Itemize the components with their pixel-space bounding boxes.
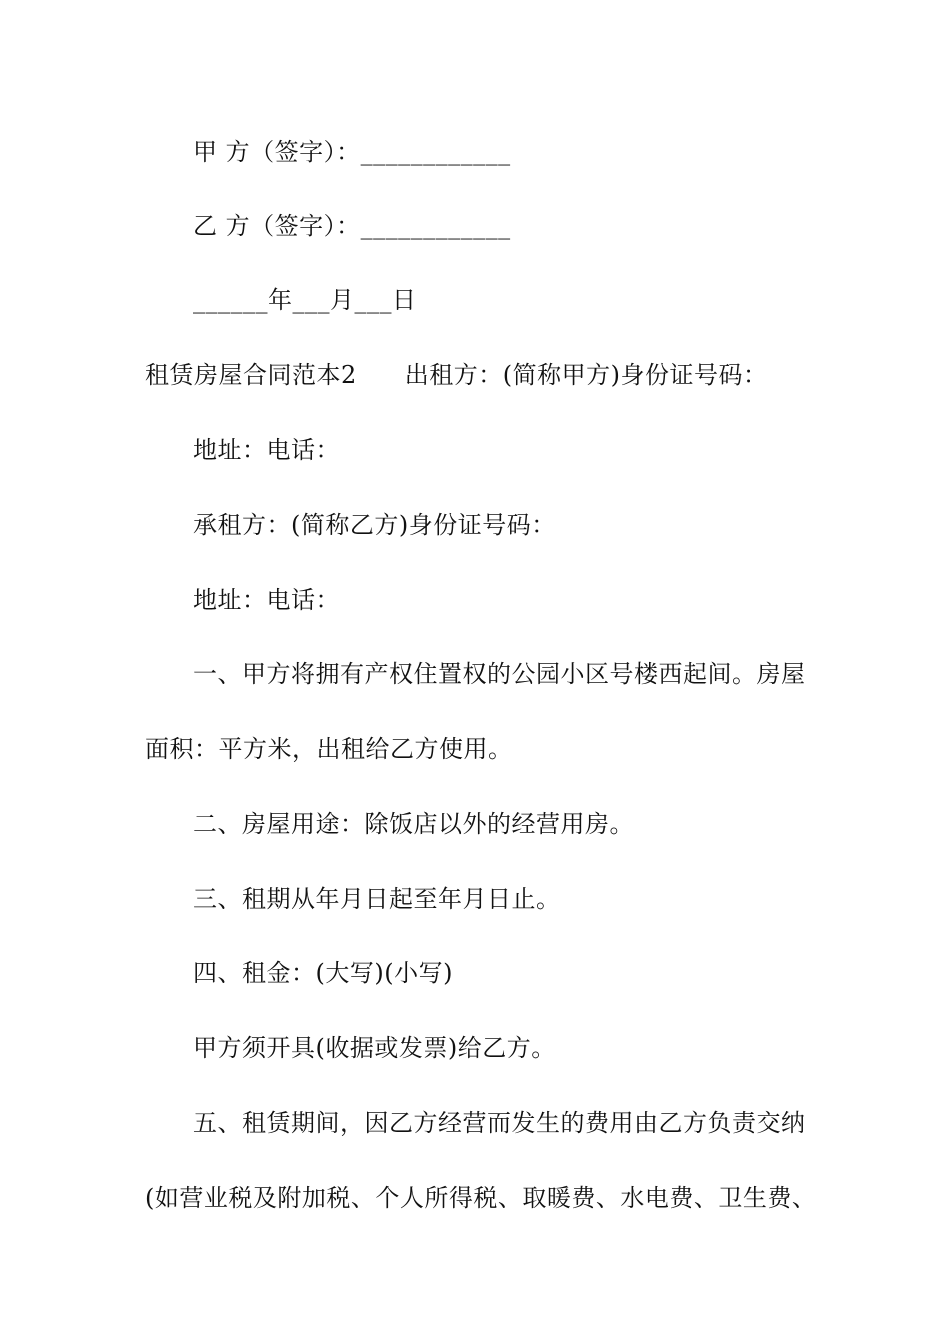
lessor-line: 出租方：(简称甲方)身份证号码：	[404, 361, 768, 389]
clause-5-line-1: 五、租赁期间，因乙方经营而发生的费用由乙方负责交纳	[193, 1109, 806, 1137]
lessee-address-line: 地址：电话：	[193, 586, 340, 614]
contract-title: 租赁房屋合同范本2	[145, 361, 357, 389]
lessee-line: 承租方：(简称乙方)身份证号码：	[193, 511, 556, 539]
party-b-signature-line: 乙 方（签字）：____________	[193, 212, 511, 240]
clause-4: 四、租金：(大写)(小写)	[193, 959, 453, 987]
clause-1-line-1: 一、甲方将拥有产权住置权的公园小区号楼西起间。房屋	[193, 660, 806, 688]
party-a-signature-line: 甲 方（签字）：____________	[193, 138, 511, 166]
clause-1-line-2: 面积：平方米，出租给乙方使用。	[145, 735, 513, 763]
clause-3: 三、租期从年月日起至年月日止。	[193, 885, 561, 913]
lessor-address-line: 地址：电话：	[193, 436, 340, 464]
clause-5-line-2: (如营业税及附加税、个人所得税、取暖费、水电费、卫生费、	[145, 1184, 817, 1212]
signature-date-line: ______年___月___日	[193, 286, 417, 314]
clause-4-note: 甲方须开具(收据或发票)给乙方。	[193, 1034, 556, 1062]
clause-2: 二、房屋用途：除饭店以外的经营用房。	[193, 810, 634, 838]
contract-header-line	[145, 360, 768, 390]
